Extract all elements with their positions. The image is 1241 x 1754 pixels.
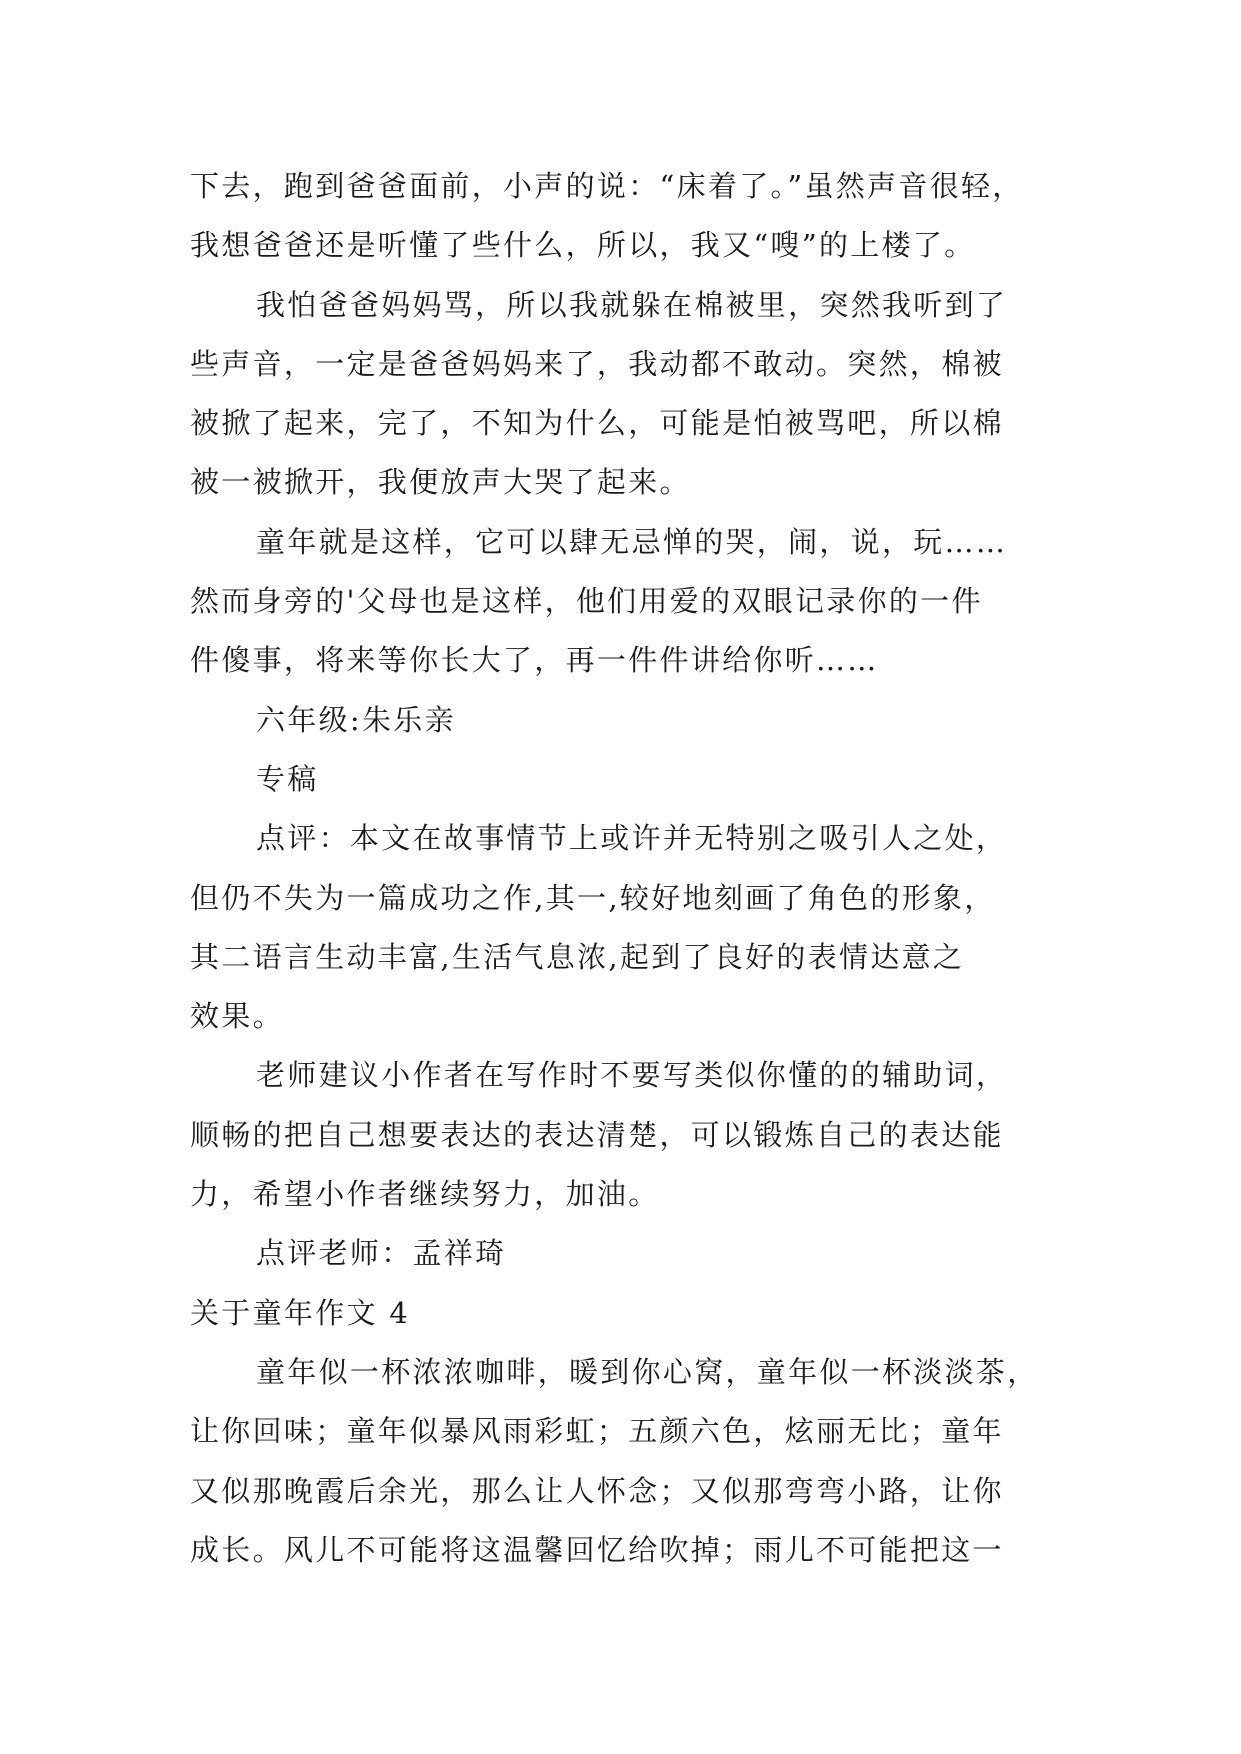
text-line: 下去，跑到爸爸面前，小声的说：“床着了。”虽然声音很轻， <box>190 169 1024 203</box>
document-body <box>190 157 1090 1580</box>
text-line: 其二语言生动丰富,生活气息浓,起到了良好的表情达意之 <box>190 939 965 974</box>
author-line: 六年级:朱乐亲 <box>256 702 456 737</box>
text-line: 件傻事，将来等你长大了，再一件件讲给你听…… <box>190 643 879 678</box>
reviewer-line: 点评老师：孟祥琦 <box>256 1236 507 1271</box>
text-line: 效果。 <box>190 999 284 1034</box>
text-line: 我怕爸爸妈妈骂，所以我就躲在棉被里，突然我听到了 <box>256 287 1008 322</box>
text-line: 顺畅的把自己想要表达的表达清楚，可以锻炼自己的表达能 <box>190 1117 1004 1152</box>
column-label: 专稿 <box>256 761 319 796</box>
text-line: 成长。风儿不可能将这温馨回忆给吹掉；雨儿不可能把这一 <box>190 1532 1004 1567</box>
text-line: 童年似一杯浓浓咖啡，暖到你心窝，童年似一杯淡淡茶， <box>256 1354 1039 1389</box>
text-line: 然而身旁的'父母也是这样，他们用爱的双眼记录你的一件 <box>190 584 983 619</box>
text-line: 老师建议小作者在写作时不要写类似你懂的的辅助词， <box>256 1058 1008 1093</box>
text-line: 让你回味；童年似暴风雨彩虹；五颜六色，炫丽无比；童年 <box>190 1414 1004 1449</box>
text-line: 被一被掀开，我便放声大哭了起来。 <box>190 465 691 500</box>
text-line: 被掀了起来，完了，不知为什么，可能是怕被骂吧，所以棉 <box>190 406 1004 441</box>
text-line: 但仍不失为一篇成功之作,其一,较好地刻画了角色的形象， <box>190 880 996 915</box>
text-line: 力，希望小作者继续努力，加油。 <box>190 1177 660 1212</box>
text-line: 童年就是这样，它可以肆无忌惮的哭，闹，说，玩…… <box>256 524 1008 559</box>
text-line: 又似那晚霞后余光，那么让人怀念；又似那弯弯小路，让你 <box>190 1473 1004 1508</box>
text-line: 些声音，一定是爸爸妈妈来了，我动都不敢动。突然，棉被 <box>190 346 1004 381</box>
text-line: 我想爸爸还是听懂了些什么，所以，我又“嗖”的上楼了。 <box>190 228 976 263</box>
section-heading: 关于童年作文 4 <box>190 1295 411 1330</box>
text-line: 点评：本文在故事情节上或许并无特别之吸引人之处， <box>256 821 1008 856</box>
